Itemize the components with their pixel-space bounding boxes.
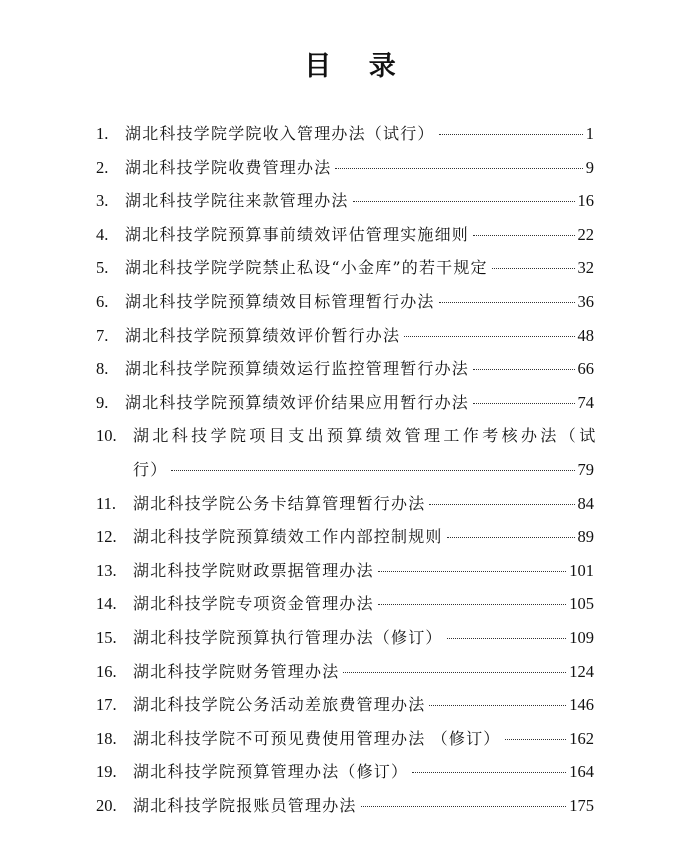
toc-entry-number: 5.	[96, 258, 109, 278]
toc-entry-page[interactable]: 109	[569, 627, 594, 647]
toc-entry-title[interactable]: 湖北科技学院财务管理办法	[133, 661, 340, 681]
toc-entry-title[interactable]: 湖北科技学院公务活动差旅费管理办法	[133, 695, 426, 715]
toc-entry-title[interactable]: 湖北科技学院学院收入管理办法（试行）	[125, 124, 435, 143]
toc-entry-line[interactable]	[133, 755, 594, 789]
toc-entry-title[interactable]: 湖北科技学院报账员管理办法	[133, 795, 357, 815]
toc-entry-17[interactable]	[0, 688, 700, 722]
toc-entry-page[interactable]: 1	[585, 124, 594, 143]
toc-entry-page[interactable]: 162	[569, 728, 594, 748]
toc-entry-page[interactable]: 164	[569, 762, 594, 782]
toc-entry-5[interactable]	[0, 251, 700, 285]
dot-leader	[404, 336, 574, 337]
toc-entry-page[interactable]: 22	[577, 224, 594, 244]
toc-entry-line[interactable]	[133, 688, 594, 722]
toc-entry-number: 9.	[96, 392, 109, 412]
toc-entry-number: 11.	[96, 493, 117, 513]
dot-leader	[412, 772, 566, 773]
dot-leader	[439, 302, 575, 303]
toc-entry-10[interactable]	[0, 419, 700, 486]
toc-entry-title[interactable]: 湖北科技学院预算绩效工作内部控制规则	[133, 527, 443, 547]
dot-leader	[473, 403, 574, 404]
dot-leader	[343, 672, 566, 673]
toc-entry-page[interactable]: 79	[577, 459, 594, 479]
toc-entry-line[interactable]	[133, 554, 594, 588]
toc-entry-page[interactable]: 89	[577, 527, 594, 547]
toc-entry-number: 6.	[96, 291, 109, 311]
toc-entry-page[interactable]: 175	[569, 795, 594, 815]
dot-leader	[353, 201, 575, 202]
toc-entry-number: 13.	[96, 560, 117, 580]
toc-entry-3[interactable]	[0, 184, 700, 218]
toc-entry-line[interactable]	[133, 722, 594, 756]
dot-leader	[447, 537, 575, 538]
toc-entry-line[interactable]	[125, 352, 594, 386]
toc-entry-title[interactable]: 湖北科技学院预算执行管理办法（修订）	[133, 627, 443, 647]
toc-entry-line[interactable]	[133, 587, 594, 621]
dot-leader	[361, 806, 567, 807]
toc-entry-number: 19.	[96, 762, 117, 782]
toc-entry-title[interactable]: 湖北科技学院专项资金管理办法	[133, 594, 374, 614]
toc-entry-title[interactable]: 湖北科技学院公务卡结算管理暂行办法	[133, 493, 426, 513]
toc-entry-line[interactable]	[125, 184, 594, 218]
toc-entry-page[interactable]: 32	[577, 258, 594, 278]
toc-entry-line[interactable]	[125, 285, 594, 319]
toc-entry-line[interactable]	[125, 117, 594, 151]
toc-entry-16[interactable]	[0, 655, 700, 689]
toc-entry-page[interactable]: 124	[569, 661, 594, 681]
toc-entry-title[interactable]: 湖北科技学院财政票据管理办法	[133, 560, 374, 580]
toc-entry-7[interactable]	[0, 319, 700, 353]
toc-entry-title[interactable]: 湖北科技学院预算管理办法（修订）	[133, 762, 409, 782]
toc-entry-number: 12.	[96, 527, 117, 547]
toc-entry-page[interactable]: 84	[577, 493, 594, 513]
toc-entry-title[interactable]: 湖北科技学院收费管理办法	[125, 157, 332, 177]
toc-entry-line[interactable]	[133, 487, 594, 521]
toc-entry-number: 17.	[96, 695, 117, 715]
toc-entry-page[interactable]: 74	[577, 392, 594, 412]
toc-entry-page[interactable]: 66	[577, 359, 594, 379]
dot-leader	[473, 235, 574, 236]
toc-entry-page[interactable]: 16	[577, 191, 594, 211]
toc-entry-title[interactable]: 湖北科技学院学院禁止私设“小金库”的若干规定	[125, 258, 488, 278]
table-of-contents	[0, 117, 700, 822]
toc-entry-11[interactable]	[0, 487, 700, 521]
toc-entry-page[interactable]: 48	[577, 325, 594, 345]
toc-entry-number: 2.	[96, 157, 109, 177]
toc-entry-number: 10.	[96, 426, 117, 446]
dot-leader	[473, 369, 574, 370]
toc-entry-14[interactable]	[0, 587, 700, 621]
toc-entry-number: 14.	[96, 594, 117, 614]
toc-entry-8[interactable]	[0, 352, 700, 386]
toc-entry-page[interactable]: 105	[569, 594, 594, 614]
toc-entry-title[interactable]: 湖北科技学院预算绩效运行监控管理暂行办法	[125, 359, 470, 379]
dot-leader	[439, 134, 583, 135]
toc-entry-line[interactable]	[125, 319, 594, 353]
dot-leader	[335, 168, 582, 169]
toc-entry-number: 3.	[96, 191, 109, 211]
toc-entry-title[interactable]: 湖北科技学院往来款管理办法	[125, 191, 349, 211]
toc-entry-9[interactable]	[0, 386, 700, 420]
dot-leader	[505, 739, 567, 740]
toc-entry-page[interactable]: 9	[585, 157, 594, 177]
toc-entry-line[interactable]	[133, 789, 594, 823]
toc-entry-12[interactable]	[0, 520, 700, 554]
toc-entry-page[interactable]: 146	[569, 695, 594, 715]
toc-entry-title[interactable]: 湖北科技学院预算事前绩效评估管理实施细则	[125, 224, 470, 244]
toc-entry-1[interactable]	[0, 117, 700, 151]
toc-entry-title[interactable]: 湖北科技学院不可预见费使用管理办法 （修订）	[133, 728, 501, 748]
dot-leader	[429, 504, 574, 505]
dot-leader	[492, 268, 575, 269]
dot-leader	[378, 571, 566, 572]
toc-entry-title[interactable]: 湖北科技学院预算绩效目标管理暂行办法	[125, 291, 435, 311]
toc-entry-2[interactable]	[0, 151, 700, 185]
toc-entry-number: 4.	[96, 224, 109, 244]
toc-entry-page[interactable]: 101	[569, 560, 594, 580]
toc-entry-15[interactable]	[0, 621, 700, 655]
toc-entry-number: 20.	[96, 795, 117, 815]
toc-entry-13[interactable]	[0, 554, 700, 588]
dot-leader	[171, 470, 574, 471]
toc-entry-line[interactable]	[133, 520, 594, 554]
dot-leader	[447, 638, 567, 639]
toc-entry-line[interactable]	[125, 386, 594, 420]
toc-entry-4[interactable]	[0, 218, 700, 252]
toc-entry-line[interactable]	[125, 251, 594, 285]
toc-entry-title[interactable]: 湖北科技学院预算绩效评价暂行办法	[125, 325, 401, 345]
toc-entry-number: 1.	[96, 124, 109, 143]
toc-entry-line[interactable]	[125, 151, 594, 185]
toc-entry-number: 18.	[96, 728, 117, 748]
toc-entry-19[interactable]	[0, 755, 700, 789]
toc-entry-title-line2[interactable]: 行）	[133, 459, 168, 479]
toc-entry-line[interactable]	[133, 621, 594, 655]
toc-entry-6[interactable]	[0, 285, 700, 319]
toc-entry-number: 7.	[96, 325, 109, 345]
dot-leader	[378, 604, 566, 605]
dot-leader	[429, 705, 566, 706]
toc-entry-page[interactable]: 36	[577, 291, 594, 311]
page-title: 目 录	[304, 51, 410, 82]
toc-entry-line[interactable]	[133, 655, 594, 689]
toc-entry-18[interactable]	[0, 722, 700, 756]
toc-entry-number: 8.	[96, 359, 109, 379]
toc-entry-line[interactable]	[125, 218, 594, 252]
toc-entry-20[interactable]	[0, 789, 700, 823]
toc-entry-line[interactable]	[133, 453, 594, 487]
toc-entry-title-line1[interactable]: 湖北科技学院项目支出预算绩效管理工作考核办法（试	[133, 426, 599, 446]
toc-entry-number: 16.	[96, 661, 117, 681]
toc-entry-title[interactable]: 湖北科技学院预算绩效评价结果应用暂行办法	[125, 392, 470, 412]
toc-entry-number: 15.	[96, 627, 117, 647]
